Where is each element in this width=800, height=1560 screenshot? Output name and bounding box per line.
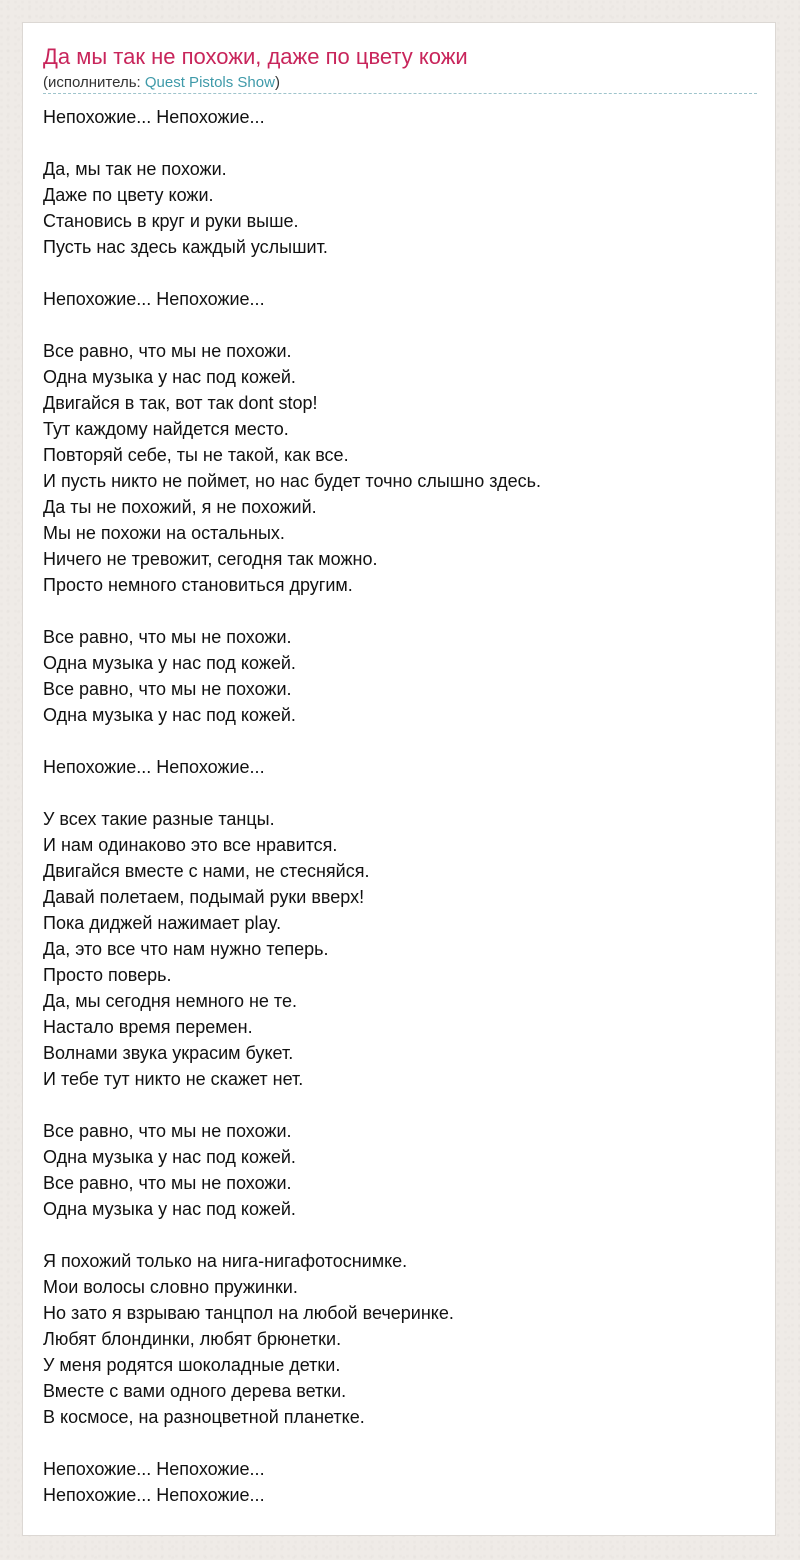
lyric-line: Да, это все что нам нужно теперь. [43,939,329,959]
lyric-line: И тебе тут никто не скажет нет. [43,1069,304,1089]
stanza-gap [43,312,757,338]
lyric-line: Пока диджей нажимает play. [43,913,282,933]
lyric-line: Просто поверь. [43,965,172,985]
lyric-line: Одна музыка у нас под кожей. [43,1147,296,1167]
lyric-line: Одна музыка у нас под кожей. [43,367,296,387]
lyrics-card [22,22,776,1536]
lyric-line: Да, мы сегодня немного не те. [43,991,297,1011]
artist-line [43,73,280,93]
lyric-line: Но зато я взрываю танцпол на любой вечеринке. [43,1303,454,1323]
lyric-line: Двигайся в так, вот так dont stop! [43,393,318,413]
lyric-line: Мы не похожи на остальных. [43,523,285,543]
artist-link[interactable]: Quest Pistols Show [144,74,275,91]
lyric-line: Становись в круг и руки выше. [43,211,299,231]
lyrics-body [43,104,757,1508]
lyric-line: Просто немного становиться другим. [43,575,353,595]
stanza-gap [43,1222,757,1248]
lyric-line: Непохожие... Непохожие... [43,757,265,777]
lyric-line: Давай полетаем, подымай руки вверх! [43,887,365,907]
artist-prefix: (исполнитель: [43,74,145,91]
lyric-line: Одна музыка у нас под кожей. [43,1199,296,1219]
lyric-line: Непохожие... Непохожие... [43,1485,265,1505]
lyric-line: Все равно, что мы не похожи. [43,627,292,647]
lyric-line: Настало время перемен. [43,1017,253,1037]
artist-suffix: ) [274,74,280,91]
lyric-line: Непохожие... Непохожие... [43,1459,265,1479]
lyric-line: Да, мы так не похожи. [43,159,227,179]
lyric-line: Непохожие... Непохожие... [43,289,265,309]
title-divider [43,93,757,94]
lyric-line: Двигайся вместе с нами, не стесняйся. [43,861,370,881]
lyric-line: Пусть нас здесь каждый услышит. [43,237,328,257]
stanza-gap [43,780,757,806]
lyric-line: Одна музыка у нас под кожей. [43,705,296,725]
lyric-line: В космосе, на разноцветной планетке. [43,1407,365,1427]
lyric-line: Волнами звука украсим букет. [43,1043,294,1063]
lyric-line: Мои волосы словно пружинки. [43,1277,298,1297]
stanza-gap [43,1092,757,1118]
lyric-line: Ничего не тревожит, сегодня так можно. [43,549,378,569]
lyric-line: Любят блондинки, любят брюнетки. [43,1329,342,1349]
lyric-line: Даже по цвету кожи. [43,185,214,205]
song-title: Да мы так не похожи, даже по цвету кожи [43,44,468,69]
stanza-gap [43,728,757,754]
stanza-gap [43,130,757,156]
lyric-line: Да ты не похожий, я не похожий. [43,497,317,517]
lyric-line: У меня родятся шоколадные детки. [43,1355,341,1375]
lyric-line: Повторяй себе, ты не такой, как все. [43,445,349,465]
stanza-gap [43,1430,757,1456]
lyric-line: Все равно, что мы не похожи. [43,1121,292,1141]
lyric-line: Все равно, что мы не похожи. [43,1173,292,1193]
lyric-line: Вместе с вами одного дерева ветки. [43,1381,347,1401]
lyric-line: Все равно, что мы не похожи. [43,679,292,699]
lyric-line: Непохожие... Непохожие... [43,107,265,127]
lyric-line: Одна музыка у нас под кожей. [43,653,296,673]
lyric-line: У всех такие разные танцы. [43,809,275,829]
lyric-line: И нам одинаково это все нравится. [43,835,338,855]
stanza-gap [43,598,757,624]
lyric-line: Тут каждому найдется место. [43,419,289,439]
stanza-gap [43,260,757,286]
lyric-line: Все равно, что мы не похожи. [43,341,292,361]
lyric-line: Я похожий только на нига-нигафотоснимке. [43,1251,408,1271]
lyric-line: И пусть никто не поймет, но нас будет точно слышно здесь. [43,471,541,491]
